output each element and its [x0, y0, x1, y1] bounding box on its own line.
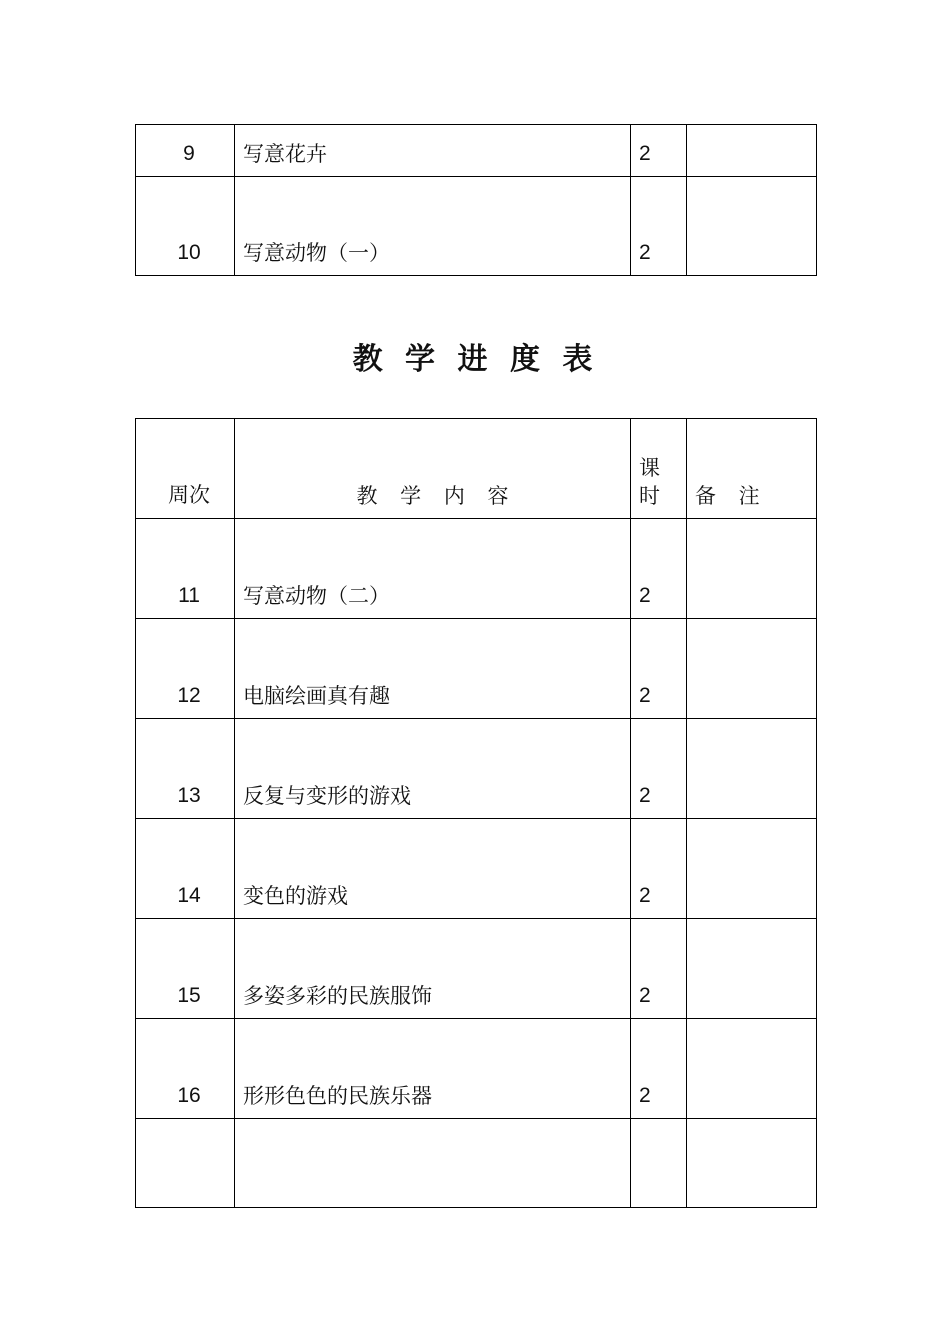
- note-cell: [687, 519, 817, 619]
- header-row: [136, 419, 817, 519]
- content-cell: 变色的游戏: [235, 819, 631, 919]
- week-cell: 14: [136, 819, 235, 919]
- table-row: [136, 125, 817, 177]
- note-cell: [687, 1119, 817, 1208]
- hours-cell: 2: [631, 719, 687, 819]
- note-cell: [687, 177, 817, 276]
- week-cell: 11: [136, 519, 235, 619]
- week-cell: 12: [136, 619, 235, 719]
- content-cell: 电脑绘画真有趣: [235, 619, 631, 719]
- table-row: [136, 519, 817, 619]
- table-row: [136, 619, 817, 719]
- content-cell: 写意动物（二）: [235, 519, 631, 619]
- note-cell: [687, 919, 817, 1019]
- header-hours-line1: 课: [639, 456, 660, 480]
- header-content: 教 学 内 容: [235, 419, 631, 519]
- note-cell: [687, 619, 817, 719]
- note-cell: [687, 1019, 817, 1119]
- table-row: [136, 1019, 817, 1119]
- hours-cell: 2: [631, 819, 687, 919]
- week-cell: 10: [136, 177, 235, 276]
- hours-cell: 2: [631, 1019, 687, 1119]
- content-cell: 写意动物（一）: [235, 177, 631, 276]
- content-cell: 写意花卉: [235, 125, 631, 177]
- header-week: 周次: [136, 419, 235, 519]
- content-cell: 多姿多彩的民族服饰: [235, 919, 631, 1019]
- table-row: [136, 719, 817, 819]
- teaching-schedule-table: [135, 418, 817, 1208]
- continued-schedule-table: [135, 124, 817, 276]
- week-cell: [136, 1119, 235, 1208]
- table-row: [136, 1119, 817, 1208]
- table-row: [136, 819, 817, 919]
- content-cell: 反复与变形的游戏: [235, 719, 631, 819]
- hours-cell: 2: [631, 919, 687, 1019]
- header-hours: [631, 419, 687, 519]
- content-cell: 形形色色的民族乐器: [235, 1019, 631, 1119]
- note-cell: [687, 719, 817, 819]
- content-cell: [235, 1119, 631, 1208]
- header-hours-line2: 时: [639, 484, 660, 508]
- table-row: [136, 177, 817, 276]
- hours-cell: 2: [631, 619, 687, 719]
- header-note: 备 注: [687, 419, 817, 519]
- hours-cell: 2: [631, 177, 687, 276]
- week-cell: 9: [136, 125, 235, 177]
- page-title: 教 学 进 度 表: [352, 342, 599, 377]
- week-cell: 15: [136, 919, 235, 1019]
- hours-cell: 2: [631, 125, 687, 177]
- hours-cell: 2: [631, 519, 687, 619]
- hours-cell: [631, 1119, 687, 1208]
- week-cell: 16: [136, 1019, 235, 1119]
- note-cell: [687, 819, 817, 919]
- week-cell: 13: [136, 719, 235, 819]
- table-row: [136, 919, 817, 1019]
- note-cell: [687, 125, 817, 177]
